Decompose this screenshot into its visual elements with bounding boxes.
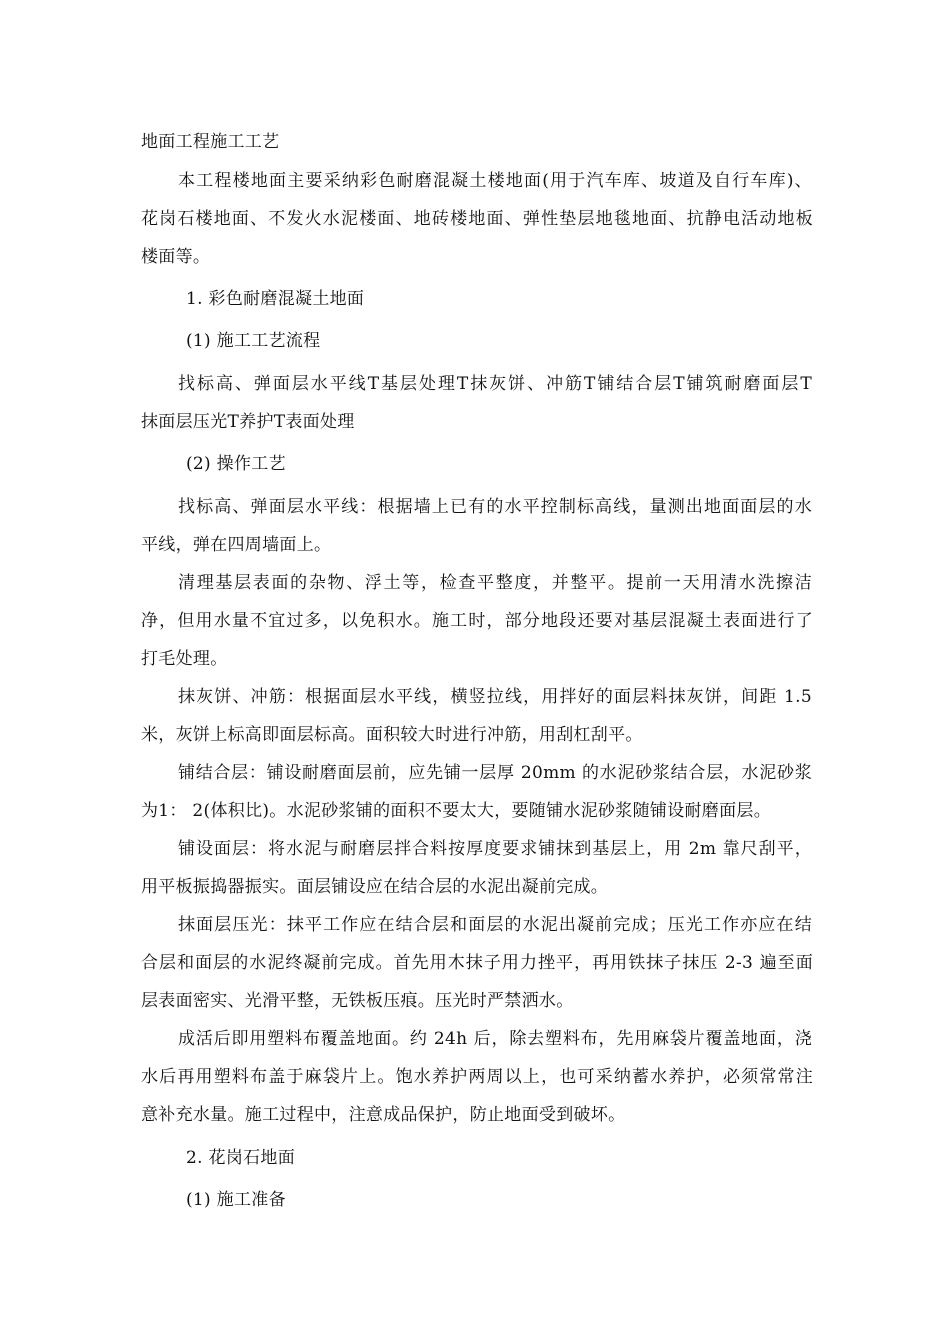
document-title: 地面工程施工工艺 xyxy=(141,132,280,152)
paragraph-line: 层表面密实、光滑平整，无铁板压痕。压光时严禁洒水。 xyxy=(141,991,574,1011)
section2-heading: 2. 花岗石地面 xyxy=(186,1148,296,1168)
paragraph-line: 净，但用水量不宜过多，以免积水。施工时，部分地段还要对基层混凝土表面进行了 xyxy=(141,611,813,631)
paragraph-line: 铺结合层：铺设耐磨面层前，应先铺一层厚 20mm 的水泥砂浆结合层，水泥砂浆 xyxy=(178,763,812,783)
paragraph-line: 平线，弹在四周墙面上。 xyxy=(141,535,332,555)
paragraph-line: 打毛处理。 xyxy=(141,649,228,669)
paragraph-line: 成活后即用塑料布覆盖地面。约 24h 后，除去塑料布，先用麻袋片覆盖地面，浇 xyxy=(178,1029,812,1049)
paragraph-line: 抹灰饼、冲筋：根据面层水平线，横竖拉线，用拌好的面层料抹灰饼，间距 1.5 xyxy=(178,687,812,707)
paragraph-line: 水后再用塑料布盖于麻袋片上。饱水养护两周以上，也可采纳蓄水养护，必须常常注 xyxy=(141,1067,813,1087)
intro-line-2: 花岗石楼地面、不发火水泥楼面、地砖楼地面、弹性垫层地毯地面、抗静电活动地板 xyxy=(141,209,813,229)
paragraph-line: 为1： 2(体积比)。水泥砂浆铺的面积不要太大，要随铺水泥砂浆随铺设耐磨面层。 xyxy=(141,801,771,821)
paragraph-line: 清理基层表面的杂物、浮土等，检查平整度，并整平。提前一天用清水洗擦洁 xyxy=(178,573,812,593)
flow-line-2: 抹面层压光T养护T表面处理 xyxy=(141,412,355,432)
paragraph-line: 意补充水量。施工过程中，注意成品保护，防止地面受到破坏。 xyxy=(141,1105,626,1125)
intro-line-3: 楼面等。 xyxy=(141,247,211,267)
section2-sub1-heading: (1) 施工准备 xyxy=(186,1190,286,1210)
paragraph-line: 米，灰饼上标高即面层标高。面积较大时进行冲筋，用刮杠刮平。 xyxy=(141,725,643,745)
section1-sub2-heading: (2) 操作工艺 xyxy=(186,454,286,474)
paragraph-line: 合层和面层的水泥终凝前完成。首先用木抹子用力挫平，再用铁抹子抹压 2-3 遍至面 xyxy=(141,953,813,973)
paragraph-line: 抹面层压光：抹平工作应在结合层和面层的水泥出凝前完成；压光工作亦应在结 xyxy=(178,915,812,935)
section1-sub1-heading: (1) 施工工艺流程 xyxy=(186,331,321,351)
flow-line-1: 找标高、弹面层水平线T基层处理T抹灰饼、冲筋T铺结合层T铺筑耐磨面层T xyxy=(178,374,812,394)
section1-heading: 1. 彩色耐磨混凝土地面 xyxy=(186,289,365,309)
intro-line-1: 本工程楼地面主要采纳彩色耐磨混凝土楼地面(用于汽车库、坡道及自行车库)、 xyxy=(178,171,812,191)
paragraph-line: 用平板振捣器振实。面层铺设应在结合层的水泥出凝前完成。 xyxy=(141,877,609,897)
paragraph-line: 找标高、弹面层水平线：根据墙上已有的水平控制标高线，量测出地面面层的水 xyxy=(178,497,812,517)
paragraph-line: 铺设面层：将水泥与耐磨层拌合料按厚度要求铺抹到基层上，用 2m 靠尺刮平， xyxy=(178,839,812,859)
